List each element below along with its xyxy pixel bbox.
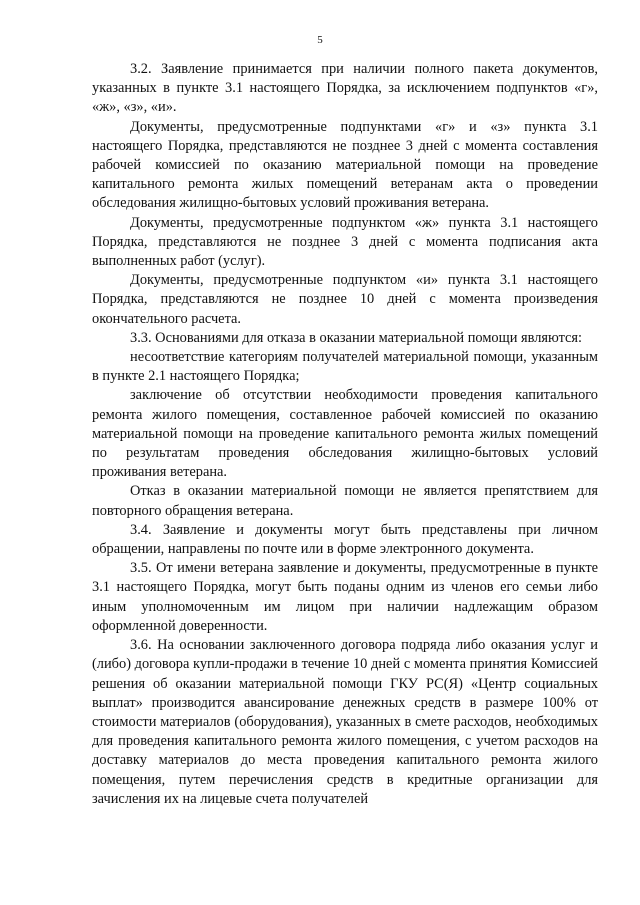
paragraph-3-5: 3.5. От имени ветерана заявление и документы, предусмотренные в пункте 3.1 настоящего Порядка, могут быть поданы одним из членов его семьи либо иным уполномоченным им лицом при наличии надлежащим образом оформленной доверенности.: [92, 560, 598, 634]
paragraph-refusal-reason-1: несоответствие категориям получателей материальной помощи, указанным в пункте 2.1 настоящего Порядка;: [92, 349, 598, 385]
paragraph-refusal-not-obstacle: Отказ в оказании материальной помощи не является препятствием для повторного обращения ветерана.: [92, 483, 598, 519]
paragraph-docs-zh: Документы, предусмотренные подпунктом «ж» пункта 3.1 настоящего Порядка, представляются не позднее 3 дней с момента подписания акта выполненных работ (услуг).: [92, 214, 598, 270]
document-body: [92, 60, 598, 809]
paragraph-refusal-reason-2: заключение об отсутствии необходимости проведения капитального ремонта жилого помещения, составленное рабочей комиссией по оказанию материальной помощи на проведение капитального ремонта жилых помещений по результатам проведения обследования жилищно-бытовых условий проживания ветерана.: [92, 387, 598, 481]
paragraph-3-3: 3.3. Основаниями для отказа в оказании материальной помощи являются:: [130, 329, 583, 346]
paragraph-docs-g-z: Документы, предусмотренные подпунктами «г» и «з» пункта 3.1 настоящего Порядка, представляются не позднее 3 дней с момента составления рабочей комиссией по оказанию материальной помощи на проведение капитального ремонта жилых помещений ветеранам акта о проведении обследования жилищно-бытовых условий проживания ветерана.: [92, 118, 598, 212]
paragraph-3-4: 3.4. Заявление и документы могут быть представлены при личном обращении, направлены по почте или в форме электронного документа.: [92, 521, 598, 558]
page-number: 5: [317, 34, 323, 46]
paragraph-3-2: 3.2. Заявление принимается при наличии полного пакета документов, указанных в пункте 3.1 настоящего Порядка, за исключением подпунктов «г», «ж», «з», «и».: [92, 61, 598, 116]
paragraph-docs-i: Документы, предусмотренные подпунктом «и» пункта 3.1 настоящего Порядка, представляются не позднее 10 дней с момента произведения окончательного расчета.: [92, 272, 598, 327]
paragraph-3-6: 3.6. На основании заключенного договора подряда либо оказания услуг и (либо) договора купли-продажи в течение 10 дней с момента принятия Комиссией решения об оказании материальной помощи ГКУ РС(Я) «Центр социальных выплат» производится авансирование денежных средств в размере 100% от стоимости материалов (оборудования), указанных в смете расходов, необходимых для проведения капитального ремонта жилого помещения, с учетом расходов на доставку материалов до места проведения капитального ремонта жилого помещения, путем перечисления средств в кредитные организации для зачисления их на лицевые счета получателей: [92, 637, 598, 807]
